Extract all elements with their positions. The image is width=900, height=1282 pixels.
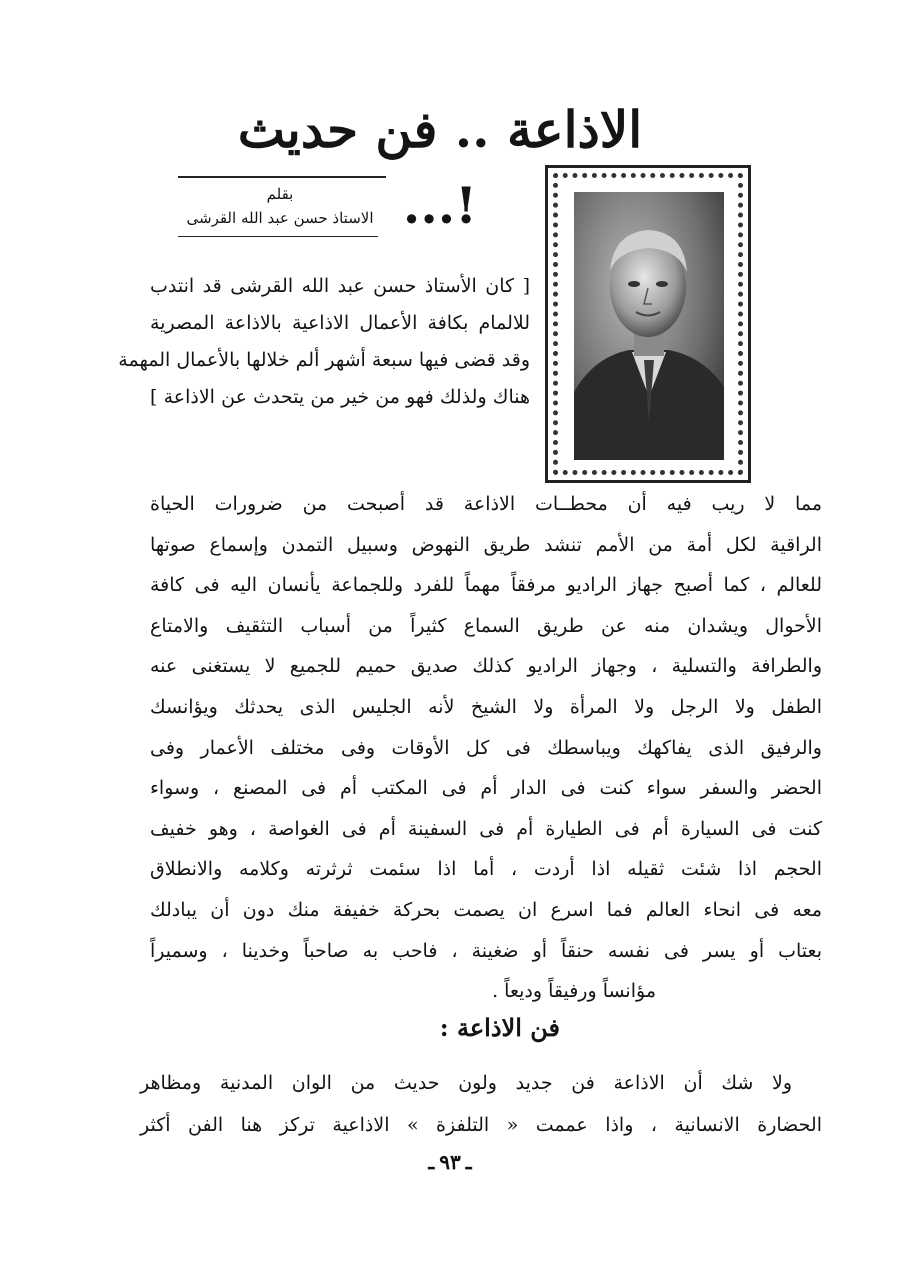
body-line: مما لا ريب فيه أن محطــات الاذاعة قد أصبحت من ضرورات الحياة (150, 493, 822, 515)
body-line: مؤانساً ورفيقاً وديعاً . (492, 980, 656, 1003)
body-line: معه فى انحاء العالم فما اسرع ان يصمت بحركة خفيفة منك دون أن يبادلك (150, 898, 822, 921)
body-line: بعتاب أو يسر فى نفسه حنقاً أو ضغينة ، فاحب به صاحباً وخدينا ، وسميراً (150, 939, 822, 962)
body-line: والرفيق الذى يفاكهك ويباسطك فى كل الأوقات وفى مختلف الأعمار وفى (150, 736, 822, 759)
body-line: الطفل ولا الرجل ولا المرأة ولا الشيخ لأنه الجليس الذى يحدثك ويؤانسك (150, 695, 822, 718)
body-line: الأحوال ويشدان منه عن طريق السماع كثيراً من أسباب التثقيف والامتاع (150, 614, 822, 637)
body-line: كنت فى السيارة أم فى الطيارة أم فى السفينة أم فى الغواصة ، وهو خفيف (150, 817, 822, 840)
body-line: الراقية لكل أمة من الأمم تنشد طريق النهوض وسبيل التمدن وإسماع صوتها (150, 533, 822, 556)
byline-underline (178, 236, 378, 237)
editor-note-line: وقد قضى فيها سبعة أشهر ألم خلالها بالأعمال المهمة (118, 349, 530, 371)
editor-note-line: هناك ولذلك فهو من خير من يتحدث عن الاذاعة ] (150, 386, 530, 408)
body-line: الحضر والسفر سواء كنت فى الدار أم فى المكتب أم فى المصنع ، وسواء (150, 777, 822, 800)
article-body (150, 484, 822, 1012)
body-line: للعالم ، كما أصبح جهاز الراديو مرفقاً مهماً للفرد وللجماعة يأنسان اليه فى كافة (150, 574, 822, 597)
editor-note-line: [ كان الأستاذ حسن عبد الله القرشى قد انتدب (150, 275, 530, 297)
article-title: الاذاعة .. فن حديث !... (237, 100, 643, 235)
section-body (140, 1062, 822, 1146)
title-underline (178, 176, 386, 178)
body-line: والطرافة والتسلية ، وجهاز الراديو كذلك صديق حميم للجميع لا يستغنى عنه (150, 655, 822, 678)
editor-note (118, 268, 530, 416)
byline-prefix: بقلم (266, 185, 294, 203)
portrait-illustration (574, 192, 724, 460)
editor-note-line: للالمام بكافة الأعمال الاذاعية بالاذاعة المصرية (150, 312, 530, 334)
section-heading: فن الاذاعة : (439, 1013, 560, 1042)
author-portrait (574, 192, 724, 460)
body-line: الحضارة الانسانية ، واذا عممت « التلفزة » الاذاعية تركز هنا الفن أكثر (140, 1114, 822, 1136)
body-line: الحجم اذا شئت ثقيله اذا أردت ، أما اذا سئمت ثرثرته وكلامه والانطلاق (150, 858, 822, 881)
byline-author: الاستاذ حسن عبد الله القرشى (186, 209, 374, 227)
page-number: ـ ٩٣ ـ (428, 1152, 472, 1174)
body-line: ولا شك أن الاذاعة فن جديد ولون حديث من الوان المدنية ومظاهر (140, 1072, 792, 1094)
byline (170, 182, 390, 230)
